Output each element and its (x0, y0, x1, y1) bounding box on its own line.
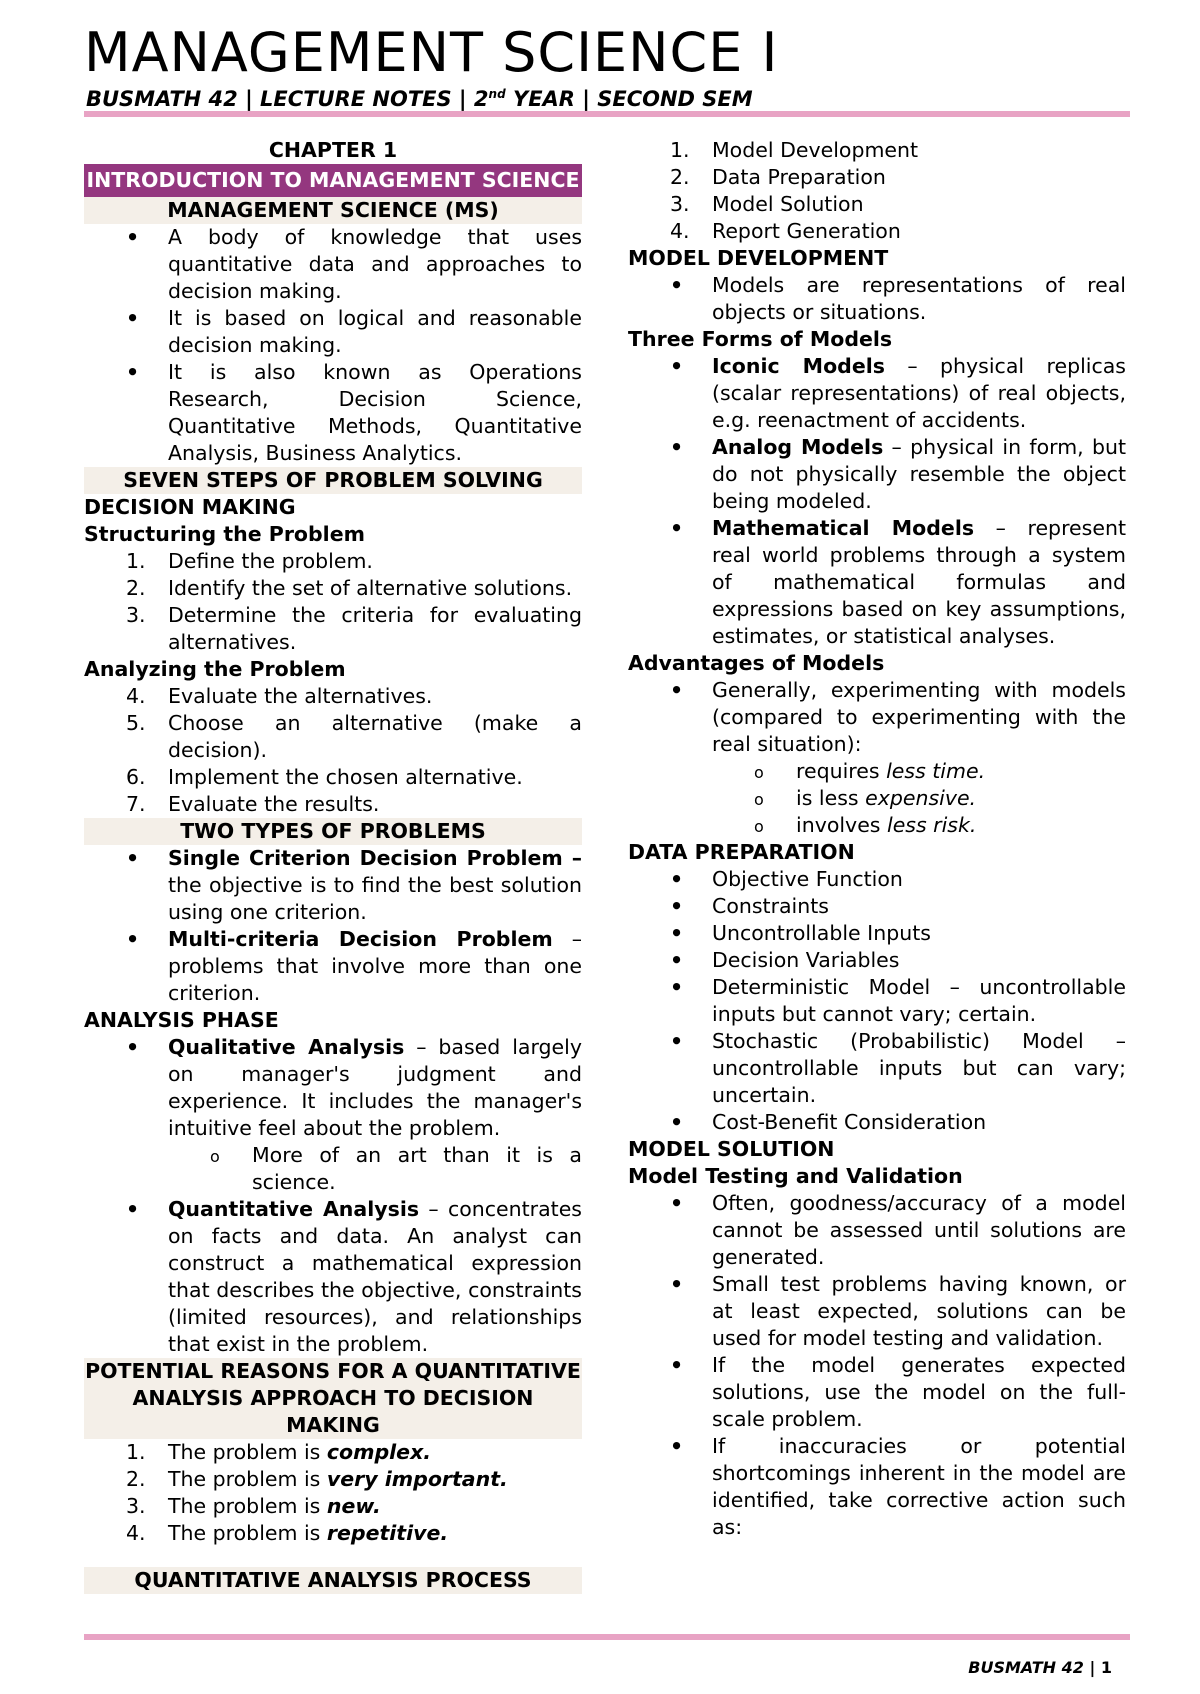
step-number: 1. (126, 1440, 146, 1464)
subheading-data-preparation: DATA PREPARATION (628, 840, 855, 864)
section-heading-two-types: TWO TYPES OF PROBLEMS (84, 818, 582, 845)
step-text: Define the problem. (168, 549, 373, 573)
definition: – physical replicas (scalar representations) of real objects, e.g. reenactment of accidents. (712, 354, 1126, 432)
section-heading-qa-process: QUANTITATIVE ANALYSIS PROCESS (84, 1567, 582, 1594)
list-item (84, 602, 582, 656)
advantage-text: requires (796, 759, 887, 783)
subtitle-rest: YEAR | SECOND SEM (505, 87, 753, 111)
right-column (628, 137, 1126, 1541)
advantage-emphasis: less risk. (887, 813, 977, 837)
step-number: 2. (126, 1467, 146, 1491)
definition: – physical in form, but do not physically resemble the object being modeled. (712, 435, 1127, 513)
list-item (628, 164, 1126, 191)
step-number: 1. (670, 138, 690, 162)
definition: – represent real world problems through a system of mathematical formulas and expressions based on key assumptions, estimates, or statistical analyses. (712, 516, 1126, 648)
section-heading-seven-steps: SEVEN STEPS OF PROBLEM SOLVING (84, 467, 582, 494)
list-item: • Often, goodness/accuracy of a model cannot be assessed until solutions are generated. (628, 1190, 1126, 1271)
step-text: Model Development (712, 138, 919, 162)
list-item: • Objective Function (628, 866, 1126, 893)
process-steps-list (628, 137, 1126, 245)
data-prep-list (628, 866, 1126, 1136)
advantage-emphasis: expensive. (865, 786, 977, 810)
list-item: • Small test problems having known, or at least expected, solutions can be used for model testing and validation. (628, 1271, 1126, 1352)
footer-separator: | (1083, 1658, 1101, 1677)
reason-emphasis: complex. (326, 1440, 432, 1464)
subheading-structuring: Structuring the Problem (84, 522, 365, 546)
list-item (84, 1466, 582, 1493)
ms-bullet-list (84, 224, 582, 467)
list-item (628, 218, 1126, 245)
list-item (84, 710, 582, 764)
step-text: Model Solution (712, 192, 864, 216)
advantage-emphasis: less time. (886, 759, 986, 783)
advantages-sub-list (628, 758, 1126, 839)
subheading-three-forms: Three Forms of Models (628, 327, 893, 351)
term: Quantitative Analysis (168, 1197, 420, 1221)
list-item: • Deterministic Model – uncontrollable inputs but cannot vary; certain. (628, 974, 1126, 1028)
definition: – concentrates on facts and data. An analyst can construct a mathematical expression that describes the objective, constraints (limited resources), and relationships that exist in the problem. (168, 1197, 582, 1356)
chapter-title: INTRODUCTION TO MANAGEMENT SCIENCE (84, 164, 582, 197)
analysis-phase-list (84, 1034, 582, 1142)
list-item (84, 548, 582, 575)
list-item (628, 353, 1126, 434)
list-item (84, 845, 582, 926)
subheading-model-solution: MODEL SOLUTION (628, 1137, 835, 1161)
step-number: 5. (126, 711, 146, 735)
list-item: • If inaccuracies or potential shortcomings inherent in the model are identified, take corrective action such as: (628, 1433, 1126, 1541)
step-number: 3. (670, 192, 690, 216)
page-number: 1 (1100, 1658, 1112, 1677)
step-number: 7. (126, 792, 146, 816)
list-item (84, 1034, 582, 1142)
page-subtitle (86, 80, 753, 113)
step-text: Evaluate the results. (168, 792, 380, 816)
list-item (628, 434, 1126, 515)
step-number: 3. (126, 603, 146, 627)
list-item (84, 575, 582, 602)
definition: – problems that involve more than one criterion. (168, 927, 582, 1005)
step-text: Data Preparation (712, 165, 886, 189)
subheading-analyzing: Analyzing the Problem (84, 657, 346, 681)
term: Mathematical Models (712, 516, 975, 540)
reason-text: The problem is (168, 1521, 327, 1545)
step-text: Determine the criteria for evaluating alternatives. (168, 603, 582, 654)
list-item: • A body of knowledge that uses quantitative data and approaches to decision making. (84, 224, 582, 305)
step-number: 2. (670, 165, 690, 189)
list-item: • If the model generates expected solutions, use the model on the full-scale problem. (628, 1352, 1126, 1433)
definition: the objective is to find the best solution using one criterion. (168, 873, 582, 924)
list-item: • Models are representations of real objects or situations. (628, 272, 1126, 326)
list-item (628, 785, 1126, 812)
advantage-text: is less (796, 786, 866, 810)
step-number: 4. (126, 1521, 146, 1545)
list-item: • Constraints (628, 893, 1126, 920)
list-item (84, 683, 582, 710)
subheading-testing: Model Testing and Validation (628, 1164, 963, 1188)
qualitative-sub-list (84, 1142, 582, 1196)
subheading-decision-making: DECISION MAKING (84, 495, 296, 519)
reason-text: The problem is (168, 1440, 327, 1464)
problem-types-list (84, 845, 582, 1007)
list-item (84, 1196, 582, 1358)
term: Qualitative Analysis (168, 1035, 405, 1059)
advantage-text: involves (796, 813, 887, 837)
step-text: Identify the set of alternative solutions. (168, 576, 573, 600)
list-item: • It is also known as Operations Research, Decision Science, Quantitative Methods, Quantitative Analysis, Business Analytics. (84, 359, 582, 467)
chapter-label: CHAPTER 1 (268, 138, 398, 162)
step-text: Implement the chosen alternative. (168, 765, 523, 789)
list-item (84, 1493, 582, 1520)
spacer (84, 1547, 582, 1567)
page-title: MANAGEMENT SCIENCE I (84, 21, 779, 84)
structuring-steps-list (84, 548, 582, 656)
step-number: 4. (670, 219, 690, 243)
section-heading-potential-reasons: POTENTIAL REASONS FOR A QUANTITATIVE ANALYSIS APPROACH TO DECISION MAKING (85, 1359, 581, 1437)
list-item (84, 1439, 582, 1466)
step-number: 4. (126, 684, 146, 708)
page-footer (968, 1658, 1112, 1678)
term: Analog Models (712, 435, 884, 459)
list-item (84, 791, 582, 818)
header-divider (84, 111, 1130, 117)
footer-divider (84, 1634, 1130, 1640)
term: Iconic Models (712, 354, 885, 378)
subtitle-superscript: nd (488, 87, 506, 101)
term: Single Criterion Decision Problem – (168, 846, 582, 870)
list-item: o More of an art than it is a science. (84, 1142, 582, 1196)
list-item: • Uncontrollable Inputs (628, 920, 1126, 947)
list-item (84, 926, 582, 1007)
reason-text: The problem is (168, 1494, 327, 1518)
list-item (628, 137, 1126, 164)
list-item (628, 812, 1126, 839)
step-text: Evaluate the alternatives. (168, 684, 433, 708)
reason-emphasis: new. (326, 1494, 381, 1518)
model-forms-list (628, 353, 1126, 650)
section-heading-ms: MANAGEMENT SCIENCE (MS) (84, 197, 582, 224)
reason-text: The problem is (168, 1467, 327, 1491)
list-item (628, 515, 1126, 650)
list-item (628, 758, 1126, 785)
model-dev-list (628, 272, 1126, 326)
step-number: 6. (126, 765, 146, 789)
list-item (628, 191, 1126, 218)
reason-emphasis: repetitive. (326, 1521, 449, 1545)
advantages-list (628, 677, 1126, 758)
footer-course: BUSMATH 42 (968, 1658, 1084, 1677)
subheading-advantages: Advantages of Models (628, 651, 885, 675)
analyzing-steps-list (84, 683, 582, 818)
list-item (84, 1520, 582, 1547)
step-text: Choose an alternative (make a decision). (168, 711, 582, 762)
list-item: • Generally, experimenting with models (compared to experimenting with the real situation): (628, 677, 1126, 758)
step-text: Report Generation (712, 219, 901, 243)
term: Multi-criteria Decision Problem (168, 927, 553, 951)
left-column (84, 137, 582, 1594)
step-number: 3. (126, 1494, 146, 1518)
subtitle-main: BUSMATH 42 | LECTURE NOTES | 2 (86, 87, 489, 111)
step-number: 1. (126, 549, 146, 573)
reasons-list (84, 1439, 582, 1547)
subheading-analysis-phase: ANALYSIS PHASE (84, 1008, 279, 1032)
list-item: • It is based on logical and reasonable decision making. (84, 305, 582, 359)
step-number: 2. (126, 576, 146, 600)
definition: – based largely on manager's judgment and experience. It includes the manager's intuitive feel about the problem. (168, 1035, 582, 1140)
list-item (84, 764, 582, 791)
reason-emphasis: very important. (326, 1467, 508, 1491)
list-item: • Decision Variables (628, 947, 1126, 974)
list-item: • Stochastic (Probabilistic) Model – uncontrollable inputs but can vary; uncertain. (628, 1028, 1126, 1109)
testing-list (628, 1190, 1126, 1541)
list-item: • Cost-Benefit Consideration (628, 1109, 1126, 1136)
subheading-model-development: MODEL DEVELOPMENT (628, 246, 889, 270)
analysis-phase-list-2 (84, 1196, 582, 1358)
